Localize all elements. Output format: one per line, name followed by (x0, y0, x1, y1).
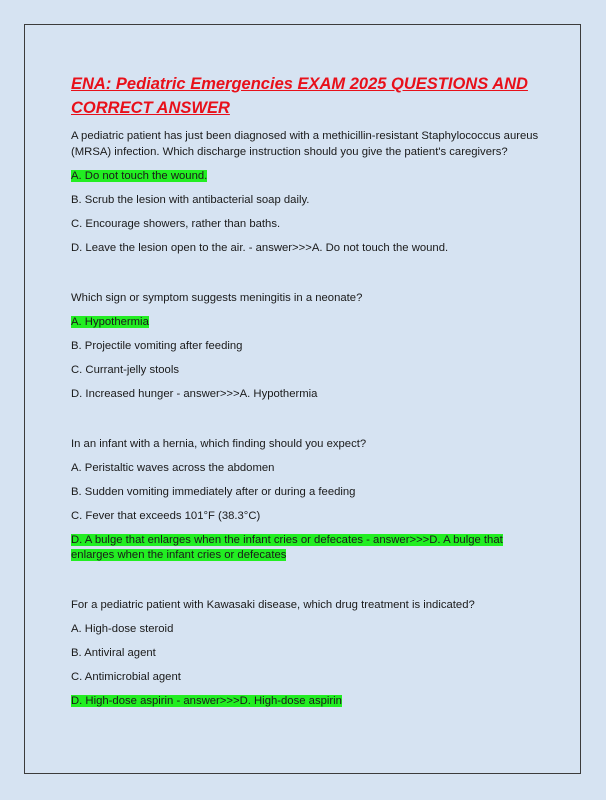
answer-option: D. Leave the lesion open to the air. - answer>>>A. Do not touch the wound. (71, 242, 449, 254)
question-block (71, 436, 541, 563)
question-text: For a pediatric patient with Kawasaki disease, which drug treatment is indicated? (71, 599, 475, 611)
question-text: In an infant with a hernia, which finding should you expect? (71, 438, 367, 450)
answer-option: B. Antiviral agent (71, 647, 156, 659)
answer-option: D. Increased hunger - answer>>>A. Hypothermia (71, 388, 318, 400)
answer-option (71, 169, 541, 184)
answer-option: B. Scrub the lesion with antibacterial soap daily. (71, 194, 310, 206)
answer-option (71, 315, 541, 330)
highlighted-option-text: D. A bulge that enlarges when the infant cries or defecates - answer>>>D. A bulge that enlarges when the infant cries or defecates (71, 534, 503, 561)
answer-option: B. Sudden vomiting immediately after or during a feeding (71, 486, 356, 498)
answer-option (71, 694, 541, 709)
question-block (71, 597, 541, 709)
answer-option: B. Projectile vomiting after feeding (71, 340, 243, 352)
document-body (71, 72, 541, 718)
answer-option: A. High-dose steroid (71, 623, 174, 635)
question-text: Which sign or symptom suggests meningitis in a neonate? (71, 292, 363, 304)
document-title: ENA: Pediatric Emergencies EXAM 2025 QUESTIONS AND CORRECT ANSWER (71, 75, 528, 117)
answer-option: C. Currant-jelly stools (71, 364, 179, 376)
question-text: A pediatric patient has just been diagnosed with a methicillin-resistant Staphylococcus aureus (MRSA) infection. Which discharge instruction should you give the patient's caregivers? (71, 130, 539, 158)
answer-option (71, 533, 541, 563)
highlighted-option-text: A. Hypothermia (71, 316, 149, 328)
question-block (71, 290, 541, 402)
answer-option: C. Fever that exceeds 101°F (38.3°C) (71, 510, 261, 522)
answer-option: C. Antimicrobial agent (71, 671, 181, 683)
highlighted-option-text: A. Do not touch the wound. (71, 170, 208, 182)
question-block (71, 128, 541, 256)
answer-option: C. Encourage showers, rather than baths. (71, 218, 281, 230)
answer-option: A. Peristaltic waves across the abdomen (71, 462, 275, 474)
highlighted-option-text: D. High-dose aspirin - answer>>>D. High-dose aspirin (71, 695, 342, 707)
